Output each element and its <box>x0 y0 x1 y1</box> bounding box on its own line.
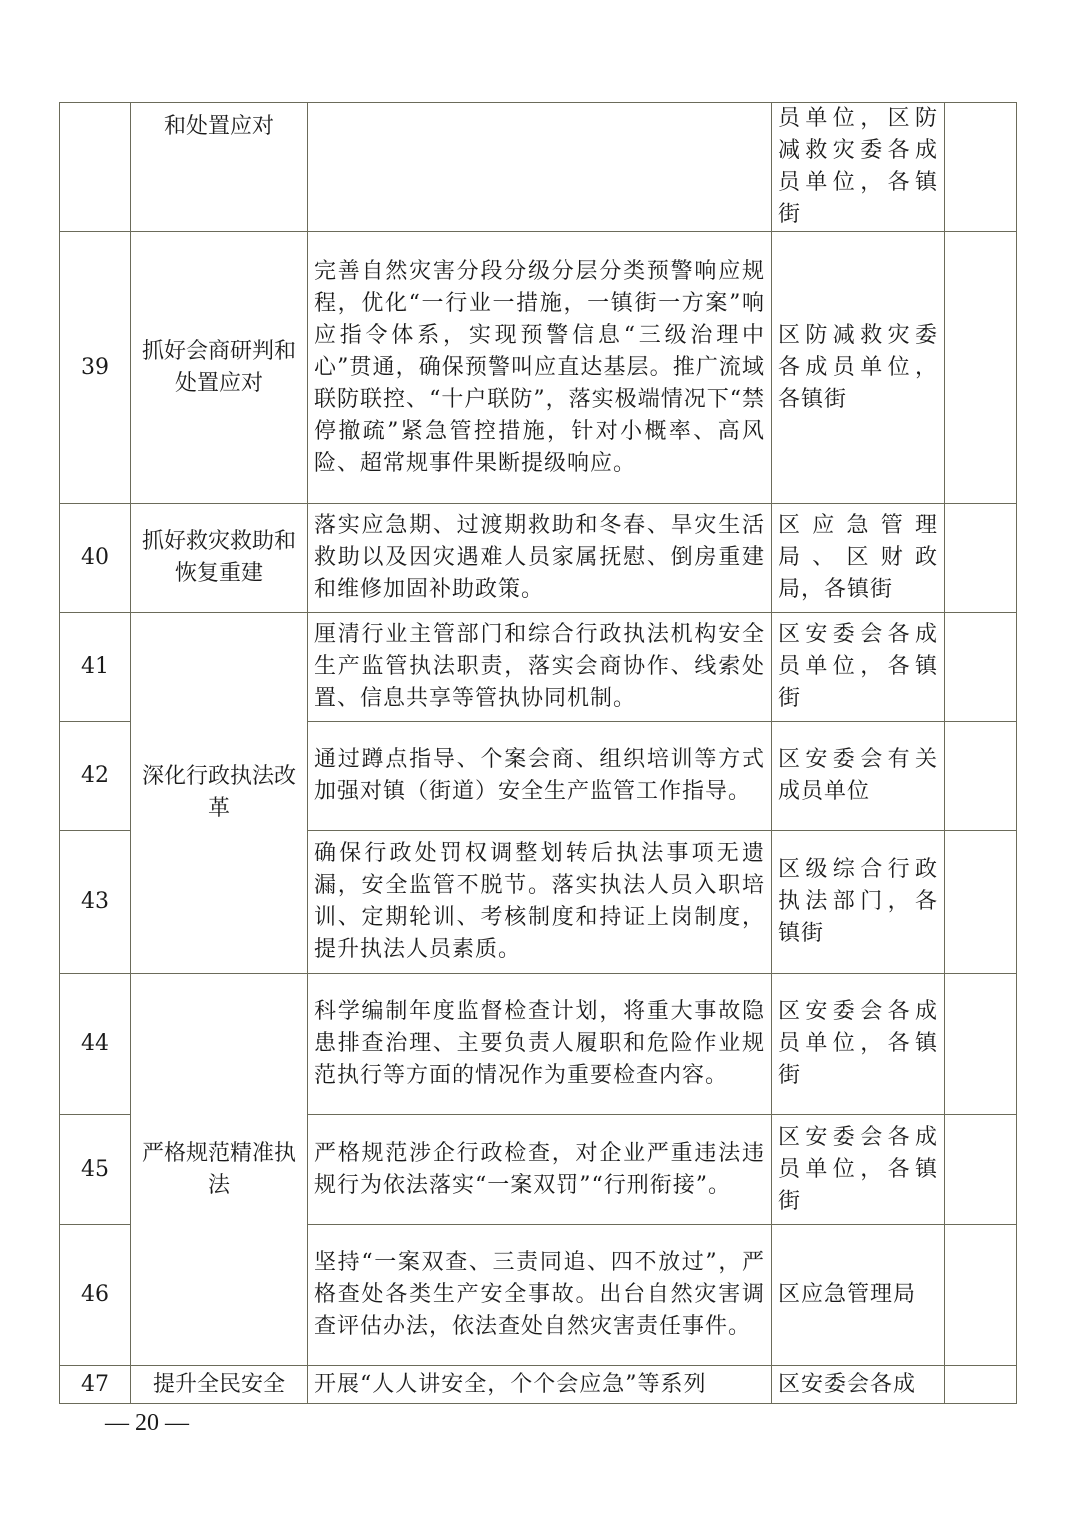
row-unit: 区防减救灾委各成员单位，各镇街 <box>772 232 945 504</box>
row-number: 41 <box>60 613 131 722</box>
row-remark <box>945 974 1017 1115</box>
row-topic: 和处置应对 <box>131 103 308 232</box>
row-remark <box>945 1366 1017 1404</box>
row-topic: 深化行政执法改革 <box>131 613 308 974</box>
row-unit: 区应急管理局、区财政局，各镇街 <box>772 504 945 613</box>
page-number: — 20 — <box>105 1410 189 1436</box>
row-number: 44 <box>60 974 131 1115</box>
row-content: 科学编制年度监督检查计划，将重大事故隐患排查治理、主要负责人履职和危险作业规范执行等方面的情况作为重要检查内容。 <box>308 974 772 1115</box>
row-content: 坚持“一案双查、三责同追、四不放过”，严格查处各类生产安全事故。出台自然灾害调查评估办法，依法查处自然灾害责任事件。 <box>308 1225 772 1366</box>
table-row <box>60 232 1017 504</box>
row-remark <box>945 1225 1017 1366</box>
row-unit: 区级综合行政执法部门，各镇街 <box>772 831 945 974</box>
task-table <box>59 102 1017 1404</box>
row-content: 落实应急期、过渡期救助和冬春、旱灾生活救助以及因灾遇难人员家属抚慰、倒房重建和维修加固补助政策。 <box>308 504 772 613</box>
row-topic: 抓好救灾救助和恢复重建 <box>131 504 308 613</box>
row-unit: 区安委会各成员单位，各镇街 <box>772 613 945 722</box>
row-unit: 员单位，区防减救灾委各成员单位，各镇街 <box>772 103 945 232</box>
row-number: 42 <box>60 722 131 831</box>
table-row <box>60 1366 1017 1404</box>
row-remark <box>945 613 1017 722</box>
row-number: 47 <box>60 1366 131 1404</box>
row-content: 通过蹲点指导、个案会商、组织培训等方式加强对镇（街道）安全生产监管工作指导。 <box>308 722 772 831</box>
row-content <box>308 103 772 232</box>
row-content: 严格规范涉企行政检查，对企业严重违法违规行为依法落实“一案双罚”“行刑衔接”。 <box>308 1115 772 1225</box>
row-number: 39 <box>60 232 131 504</box>
table-row <box>60 974 1017 1115</box>
row-unit: 区安委会各成 <box>772 1366 945 1404</box>
row-number: 43 <box>60 831 131 974</box>
row-remark <box>945 232 1017 504</box>
table-row <box>60 613 1017 722</box>
row-remark <box>945 831 1017 974</box>
row-unit: 区安委会各成员单位，各镇街 <box>772 974 945 1115</box>
row-content: 完善自然灾害分段分级分层分类预警响应规程，优化“一行业一措施，一镇街一方案”响应指令体系，实现预警信息“三级治理中心”贯通，确保预警叫应直达基层。推广流域联防联控、“十户联防”，落实极端情况下“禁停撤疏”紧急管控措施，针对小概率、高风险、超常规事件果断提级响应。 <box>308 232 772 504</box>
row-number: 46 <box>60 1225 131 1366</box>
row-topic: 提升全民安全 <box>131 1366 308 1404</box>
row-content: 确保行政处罚权调整划转后执法事项无遗漏，安全监管不脱节。落实执法人员入职培训、定期轮训、考核制度和持证上岗制度，提升执法人员素质。 <box>308 831 772 974</box>
row-remark <box>945 722 1017 831</box>
table-row <box>60 103 1017 232</box>
table-row <box>60 504 1017 613</box>
row-remark <box>945 1115 1017 1225</box>
row-topic: 严格规范精准执法 <box>131 974 308 1366</box>
row-unit: 区安委会有关成员单位 <box>772 722 945 831</box>
row-number <box>60 103 131 232</box>
row-remark <box>945 504 1017 613</box>
row-topic: 抓好会商研判和处置应对 <box>131 232 308 504</box>
row-number: 40 <box>60 504 131 613</box>
row-unit: 区安委会各成员单位，各镇街 <box>772 1115 945 1225</box>
row-number: 45 <box>60 1115 131 1225</box>
row-content: 开展“人人讲安全，个个会应急”等系列 <box>308 1366 772 1404</box>
row-unit: 区应急管理局 <box>772 1225 945 1366</box>
row-remark <box>945 103 1017 232</box>
row-content: 厘清行业主管部门和综合行政执法机构安全生产监管执法职责，落实会商协作、线索处置、信息共享等管执协同机制。 <box>308 613 772 722</box>
